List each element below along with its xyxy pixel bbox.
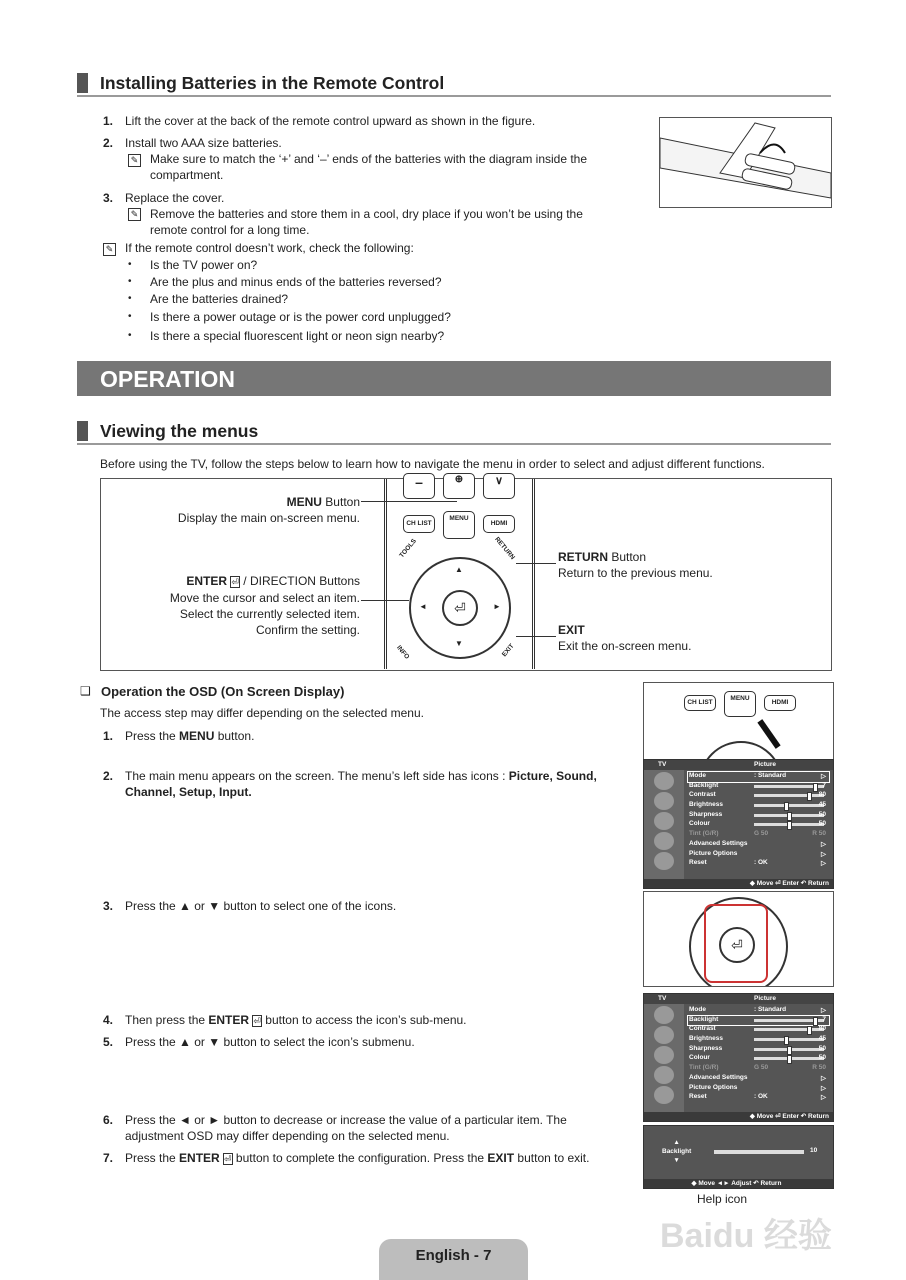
menu-row[interactable]: Brightness 45 — [688, 801, 829, 811]
menu-row[interactable]: Sharpness 50 — [688, 811, 829, 821]
remote-diagram: MENU Button Display the main on-screen menu. ENTER ⏎ / DIRECTION Buttons Move the cursor and select an item. Select the currently selected item. Confirm the setting. RETURN Button Return to the previous menu. EXIT Exit the on-screen menu. – ⊕ ∨ CH LIST MENU HDMI ⏎ ▲ ▼ ◄ ► TOOLS RETURN INFO EXIT — [100, 478, 832, 671]
menu-row[interactable]: Colour 50 — [688, 1054, 829, 1064]
menu-row[interactable]: Mode : Standard ▷ — [688, 772, 829, 782]
menu-row[interactable]: Tint (G/R) G 50 R 50 — [689, 830, 826, 838]
hdmi-button: HDMI — [483, 515, 515, 533]
remote-illustration: – ⊕ ∨ CH LIST MENU HDMI ⏎ ▲ ▼ ◄ ► TOOLS RETURN INFO EXIT — [384, 479, 535, 669]
section-heading-batteries: Installing Batteries in the Remote Control — [77, 73, 831, 97]
battery-figure — [659, 117, 832, 208]
remote-menu-figure: CH LIST MENU HDMI — [643, 682, 834, 760]
menu-row[interactable]: Reset : OK ▷ — [689, 1093, 826, 1102]
menu-row[interactable]: Sharpness 50 — [688, 1045, 829, 1055]
remote-direction-figure: ⏎ — [643, 891, 834, 987]
chlist-button: CH LIST — [403, 515, 435, 533]
enter-icon: ⏎ — [231, 577, 239, 587]
menu-row[interactable]: Picture Options ▷ — [689, 1083, 826, 1092]
menu-row[interactable]: Advanced Settings ▷ — [689, 839, 826, 848]
watermark: Baidu 经验 — [660, 1217, 832, 1255]
menu-button: MENU — [443, 511, 475, 539]
note-icon: ✎ — [103, 243, 116, 256]
menu-row[interactable]: Colour 50 — [688, 820, 829, 830]
checkbox-icon: ❑ — [80, 684, 91, 698]
manual-page: Installing Batteries in the Remote Control 1. Lift the cover at the back of the remote control upward as shown in the figure. 2. Install two AAA size batteries. ✎ Make sure to match the ‘+’ and ‘–’ ends of the batteries with the diagram inside the compartment. 3. Replace the cover. ✎ Remove the batteries and store them in a cool, dry place if you won’t be using the remote control for a long time. ✎ If the remote control doesn’t work, check the following: • Is the TV power on? • Are the plus and minus ends of the batteries reversed? • Are the batteries drained? • Is there a power outage or is the power cord unplugged? • Is there a special fluorescent light or neon sign nearby? OPERATION Viewing the menus Before using the TV, follow the steps below to learn how to navigate the menu in order to select and adjust different functions. MENU Button Display the main on-screen menu. ENTER ⏎ / DIRECTION Buttons Move the cursor and select an item. Select the currently selected item. Confirm the setting. RETURN Button Return to the previous menu. EXIT Exit the on-screen menu. – ⊕ ∨ CH LIST MENU HDMI ⏎ ▲ ▼ ◄ ► TOOLS RETURN INFO EXIT ❑ Operation the OSD (On Screen Display) The access step may differ depending on the selected menu. 1. Press the MENU button. 2. The main menu appears on the screen. The menu’s left side has icons : Picture, Sound, Channel, Setup, Input. 3. Press the ▲ or ▼ button to select one of the icons. 4. Then press the ENTER ⏎ button to access the icon’s sub-menu. 5. Press the ▲ or ▼ button to select the icon’s submenu. 6. Press the ◄ or ► button to decrease or increase the value of a particular item. The adjustment OSD may differ depending on the selected menu. 7. Press the ENTER ⏎ button to complete the configuration. Press the EXIT button to exit. CH LIST MENU HDMI TV Picture Mode : Standard ▷ Backlight 7 Contrast 80 Brightness 45 Sharpness 50 Colour 50 Tint (G/R) G 50 R 50 Advanced Settings ▷ Picture Options ▷ Reset : OK ▷ ◆ Move ⏎ Enter ↶ Return ⏎ TV Picture Mode : Standard ▷ Backlight 7 Contrast 80 Brightness 45 Sharpness 50 Colour 50 Tint (G/R) G 50 R 50 Advanced Settings ▷ Picture Options ▷ Reset : OK ▷ ◆ Move ⏎ Enter ↶ Return ▲ Backlight ▼ 10 ◆ Move ◄► Adjust ↶ Return Help icon Baidu 经验 English - 7 — [0, 0, 906, 1280]
menu-row[interactable]: Reset : OK ▷ — [689, 859, 826, 868]
section-heading-viewing-menus: Viewing the menus — [77, 421, 831, 445]
help-icon-label: Help icon — [697, 1192, 748, 1206]
enter-icon: ⏎ — [442, 590, 478, 626]
source-icon: ⊕ — [443, 473, 475, 499]
menu-row[interactable]: Backlight 7 — [688, 1016, 829, 1026]
note-icon: ✎ — [128, 208, 141, 221]
osd-adjust-screen: ▲ Backlight ▼ 10 ◆ Move ◄► Adjust ↶ Return — [643, 1125, 834, 1189]
menu-row[interactable]: Advanced Settings ▷ — [689, 1073, 826, 1082]
menu-row[interactable]: Backlight 7 — [688, 782, 829, 792]
operation-banner: OPERATION — [77, 361, 831, 396]
page-number: English - 7 — [379, 1239, 528, 1280]
menu-row[interactable]: Contrast 80 — [688, 791, 829, 801]
menu-row[interactable]: Picture Options ▷ — [689, 849, 826, 858]
osd-picture-menu-selected: TV Picture Mode : Standard ▷ Backlight 7 Contrast 80 Brightness 45 Sharpness 50 Colour 50 Tint (G/R) G 50 R 50 Advanced Settings ▷ Picture Options ▷ Reset : OK ▷ ◆ Move ⏎ Enter ↶ Return — [643, 993, 834, 1122]
menu-row[interactable]: Brightness 45 — [688, 1035, 829, 1045]
note-icon: ✎ — [128, 154, 141, 167]
menu-row[interactable]: Mode : Standard ▷ — [689, 1006, 826, 1014]
osd-picture-menu: TV Picture Mode : Standard ▷ Backlight 7 Contrast 80 Brightness 45 Sharpness 50 Colour 50 Tint (G/R) G 50 R 50 Advanced Settings ▷ Picture Options ▷ Reset : OK ▷ ◆ Move ⏎ Enter ↶ Return — [643, 759, 834, 889]
direction-pad: ⏎ ▲ ▼ ◄ ► — [409, 557, 511, 659]
menu-row[interactable]: Tint (G/R) G 50 R 50 — [689, 1064, 826, 1072]
menu-row[interactable]: Contrast 80 — [688, 1025, 829, 1035]
